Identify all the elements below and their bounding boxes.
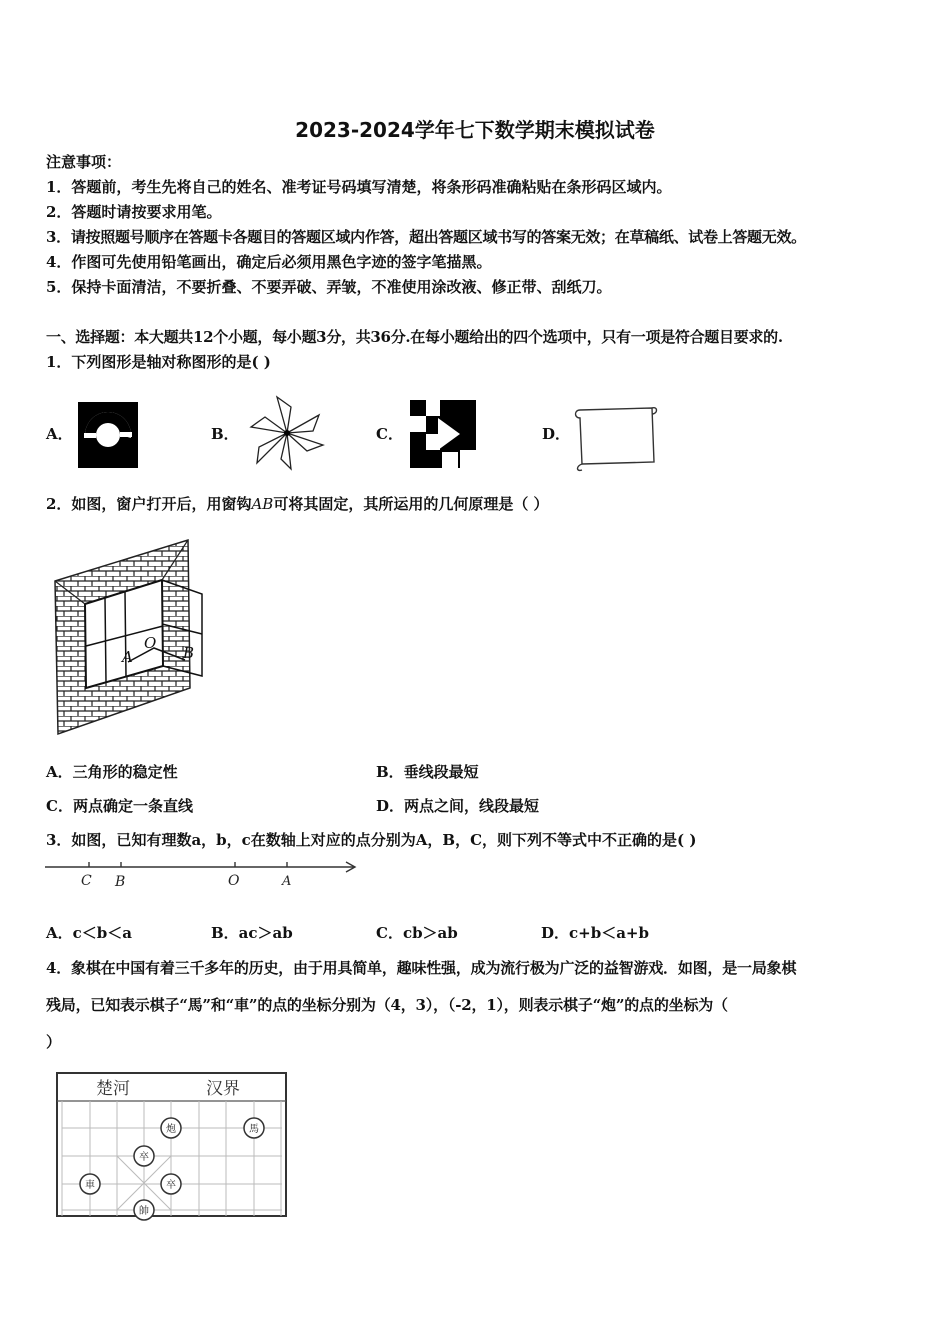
piece-label: 車 — [85, 1180, 95, 1191]
q2-label-o: O — [144, 634, 157, 652]
q2-option-c: C．两点确定一条直线 — [46, 797, 193, 815]
piece-label: 卒 — [166, 1180, 176, 1191]
q2-option-a: A．三角形的稳定性 — [46, 763, 178, 781]
notice-item: 3．请按照题号顺序在答题卡各题目的答题区域内作答，超出答题区域书写的答案无效；在草稿纸、试卷上答题无效。 — [46, 228, 806, 246]
question-3-stem: 3．如图，已知有理数a，b，c在数轴上对应的点分别为A，B，C，则下列不等式中不正确的是( ) — [46, 831, 697, 849]
q1-option-d-label: D． — [542, 425, 571, 443]
q3-option-b: B．ac＞ab — [211, 924, 293, 942]
q4-chess-board — [54, 1070, 290, 1222]
notice-heading: 注意事项： — [46, 153, 122, 171]
notice-item: 2．答题时请按要求用笔。 — [46, 203, 222, 221]
axis-label-a: A — [282, 874, 292, 889]
notice-item: 5．保持卡面清洁，不要折叠、不要弄破、弄皱，不准使用涂改液、修正带、刮纸刀。 — [46, 278, 612, 296]
q1-figure-c — [408, 398, 478, 470]
question-4-line-1: 4．象棋在中国有着三千多年的历史，由于用具简单，趣味性强，成为流行极为广泛的益智游戏．如图，是一局象棋 — [46, 959, 797, 977]
river-text-left: 楚河 — [96, 1079, 130, 1099]
q2-option-b: B．垂线段最短 — [376, 763, 479, 781]
q1-figure-d — [570, 400, 662, 474]
page-title: 2023-2024学年七下数学期末模拟试卷 — [295, 118, 655, 142]
q1-option-b-label: B． — [211, 425, 239, 443]
q3-number-line — [42, 856, 362, 892]
q3-option-a: A．c＜b＜a — [46, 924, 132, 942]
q3-option-c: C．cb＞ab — [376, 924, 458, 942]
question-2-stem: 2．如图，窗户打开后，用窗钩AB可将其固定，其所运用的几何原理是（ ） — [46, 495, 549, 513]
q2-label-b: B — [183, 644, 195, 662]
piece-label: 炮 — [166, 1124, 176, 1135]
q1-option-a-label: A． — [46, 425, 73, 443]
piece-label: 卒 — [139, 1152, 149, 1163]
question-1-stem: 1．下列图形是轴对称图形的是( ) — [46, 353, 271, 371]
axis-label-o: O — [228, 873, 240, 889]
q1-figure-a — [76, 400, 140, 470]
piece-label: 馬 — [249, 1124, 259, 1135]
q2-option-d: D．两点之间，线段最短 — [376, 797, 540, 815]
section-heading: 一、选择题：本大题共12个小题，每小题3分，共36分.在每小题给出的四个选项中，只有一项是符合题目要求的. — [46, 328, 783, 346]
river-text-right: 汉界 — [206, 1079, 240, 1099]
notice-item: 4．作图可先使用铅笔画出，确定后必须用黑色字迹的签字笔描黑。 — [46, 253, 492, 271]
q1-option-c-label: C． — [376, 425, 403, 443]
piece-label: 帥 — [139, 1206, 149, 1217]
axis-label-b: B — [115, 874, 126, 890]
q2-window-figure — [50, 536, 210, 741]
question-4-line-2: 残局，已知表示棋子“馬”和“車”的点的坐标分别为（4，3），（-2，1），则表示棋子“炮”的点的坐标为（ — [46, 996, 728, 1014]
notice-item: 1．答题前，考生先将自己的姓名、准考证号码填写清楚，将条形码准确粘贴在条形码区域内。 — [46, 178, 672, 196]
q1-figure-b — [247, 393, 327, 473]
question-4-line-3: ） — [46, 1033, 62, 1051]
axis-label-c: C — [81, 873, 92, 889]
q2-label-a: A — [122, 648, 133, 666]
q3-option-d: D．c+b＜a+b — [541, 924, 649, 942]
